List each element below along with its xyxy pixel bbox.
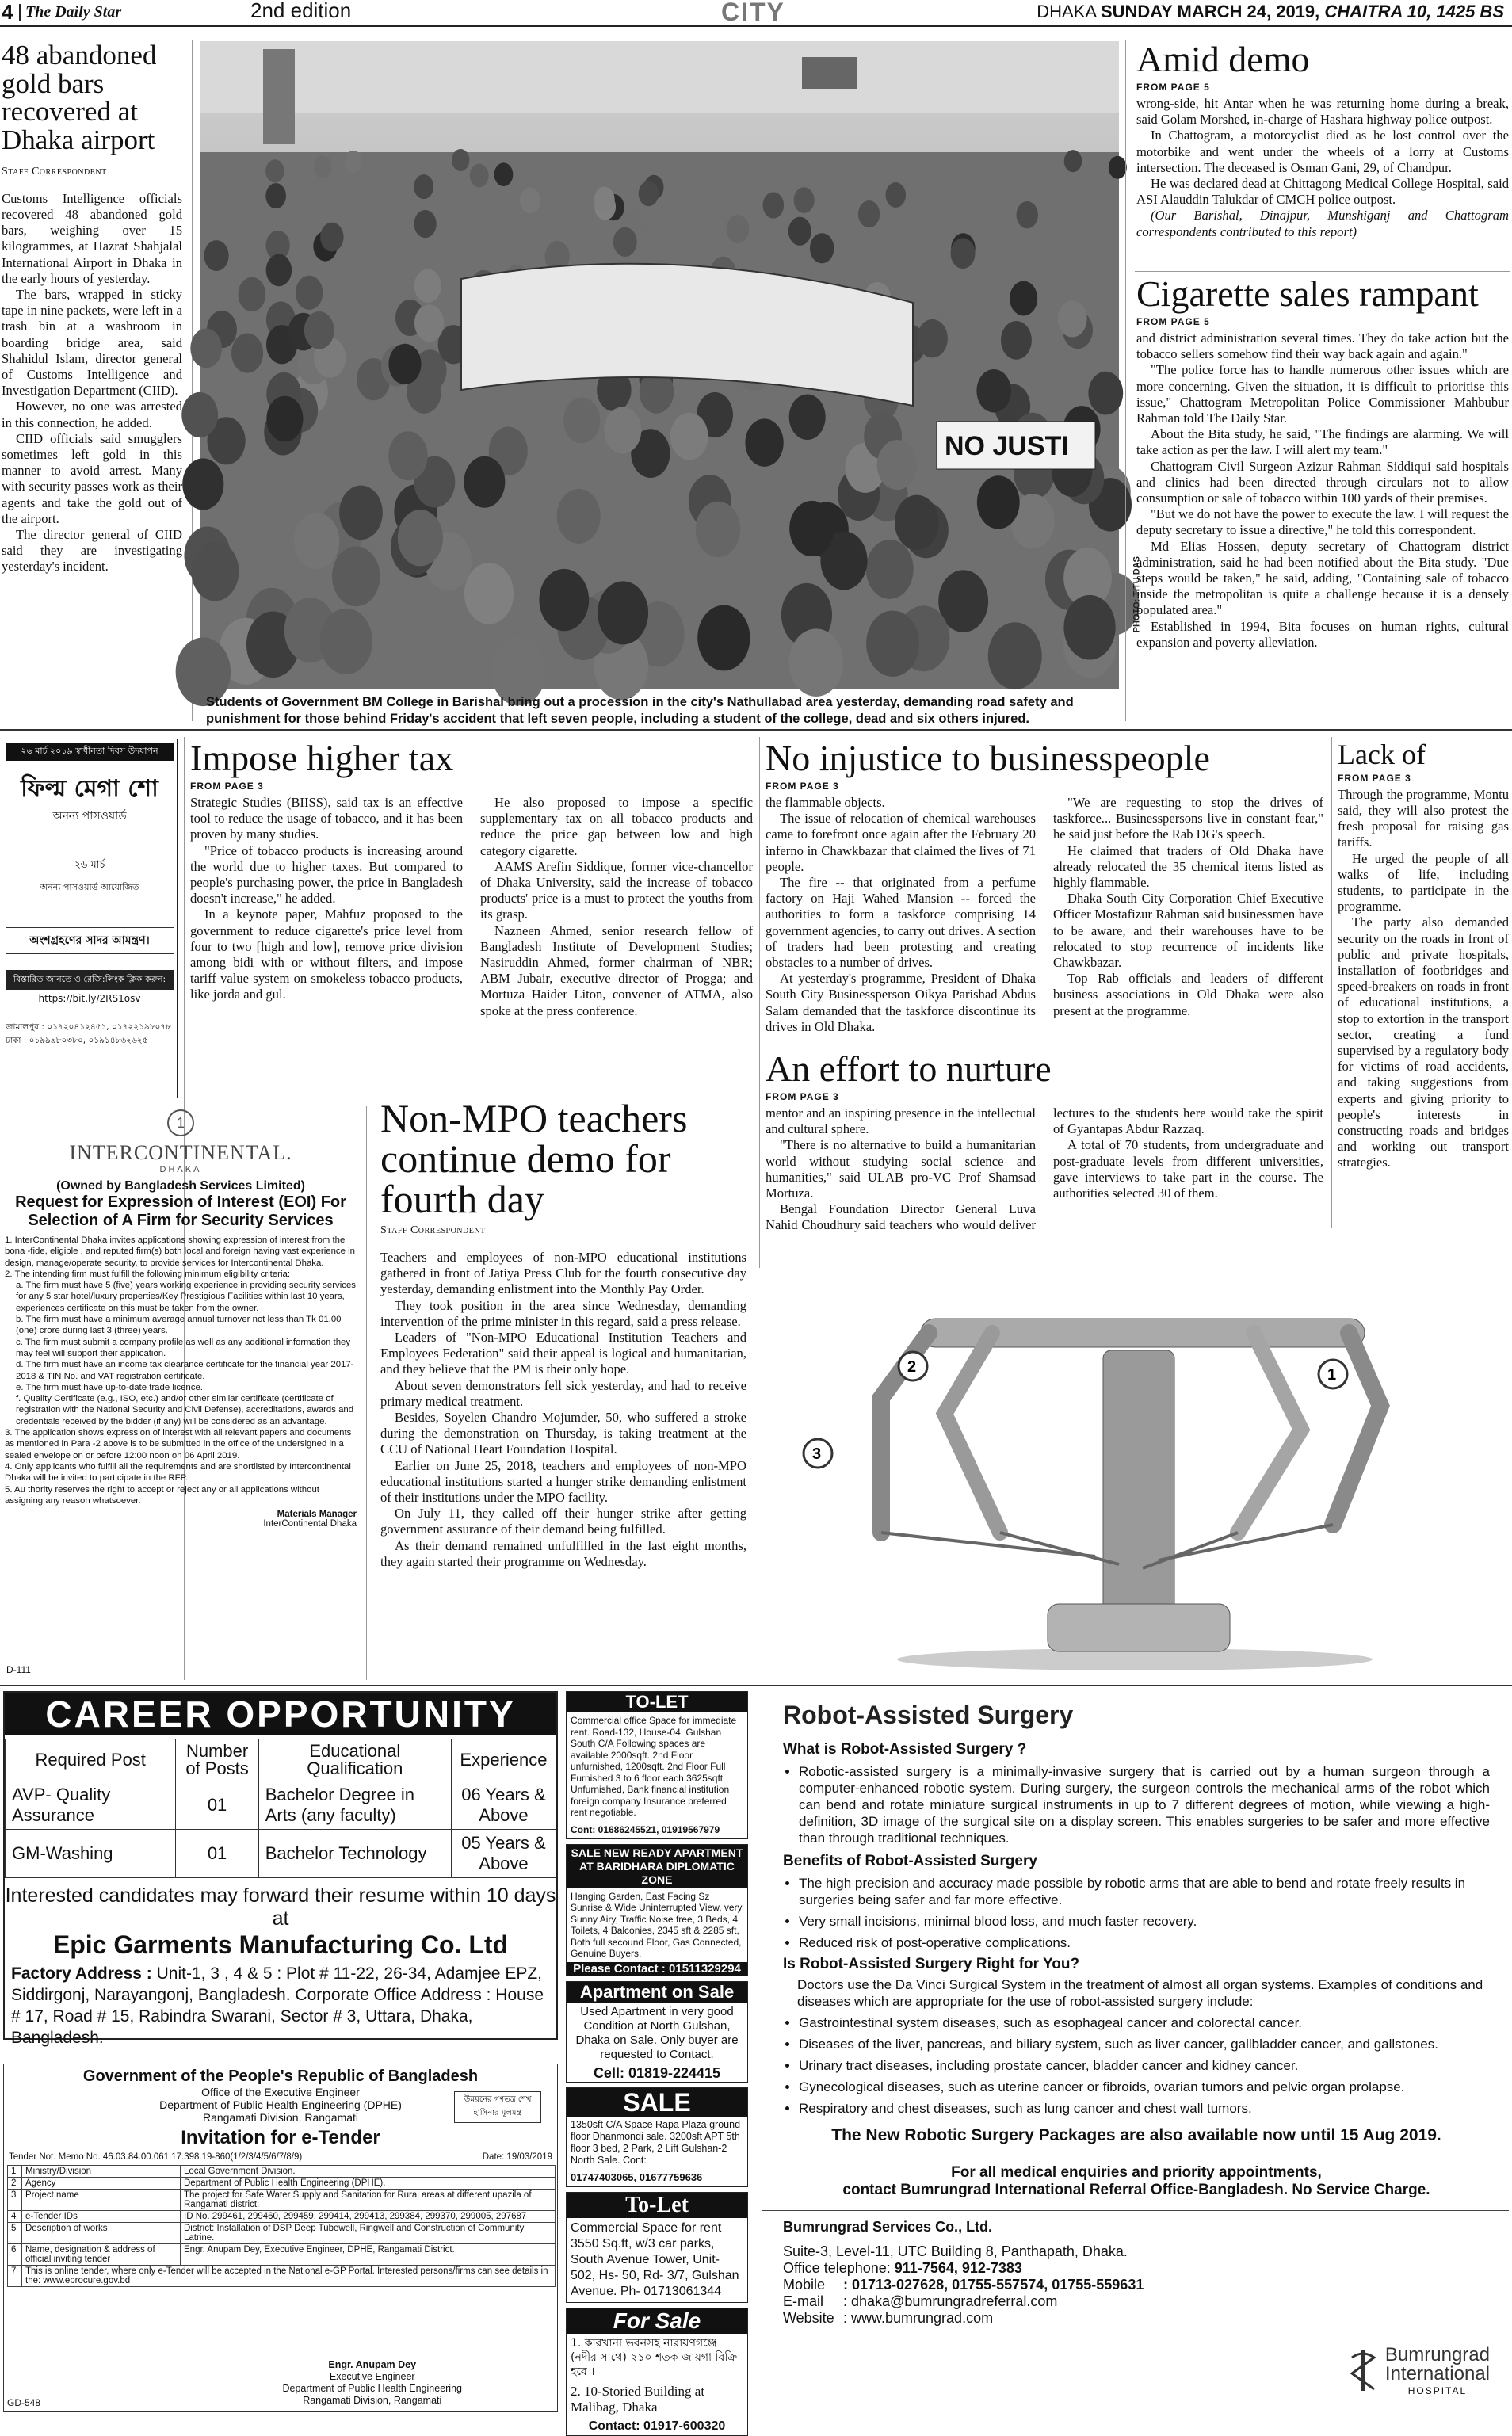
headline: Non-MPO teachers continue demo for fourth day [380,1096,688,1221]
story-body [380,1250,746,1570]
ic-owner: (Owned by Bangladesh Services Limited) [56,1179,305,1193]
paragraph: the flammable objects. [766,794,885,810]
story-body [1136,330,1509,651]
robot-surgery-ad [762,1691,1509,2412]
table-row: 3 Project name The project for Safe Water Supply and Sanitation for Rural areas at different upazila of Rangamati district. [8,2190,556,2211]
jump-line: FROM PAGE 5 [1136,81,1210,93]
list-item: • Gastrointestinal system diseases, such as esophageal cancer and colorectal cancer. [799,2014,1490,2031]
ad-invite: অংশগ্রহণের সাদর আমন্ত্রণ। [6,927,174,954]
paragraph: As their demand remained unfulfilled in the last eight months, they again started their programme on Wednesday. [380,1537,746,1569]
paragraph: The director general of CIID said they are investigating yesterday's incident. [2,527,182,575]
enquiry-line: contact Bumrungrad International Referral Office-Bangladesh. No Service Charge. [842,2182,1430,2198]
paragraph: Md Elias Hossen, deputy secretary of Chattogram district administration, said he had been notified about the Bita study. "Due steps would be taken," he said, adding, "Containing sale of tobacco inside the metropolitan is quite a challenge because it is a densely populated area." [1136,538,1509,618]
story-body [2,191,182,575]
jump-line: FROM PAGE 5 [1136,315,1210,327]
table-row: 5 Description of works District: Installation of DSP Deep Tubewell, Ringwell and Construction of Community Latrine. [8,2223,556,2244]
list-item: • The high precision and accuracy made possible by robotic arms that are able to bend and rotate freely results in surgeries being safer and far more effective. [799,1875,1490,1908]
paragraph: However, no one was arrested in this connection, he added. [2,399,182,430]
ic-term: d. The firm must have an income tax clearance certificate for the financial year 2017-2018 & TIN No. and VAT registration certificate. [16,1360,354,1381]
contact-divider [762,2210,1509,2211]
ad-title: Apartment on Sale [567,1982,747,2003]
table-row [6,1830,556,1878]
arm-label: 3 [812,1445,822,1463]
paragraph: The bars, wrapped in sticky tape in nine packets, were left in a trash bin at a washroom in boarding bridge area, said Shahidul Islam, director general of Customs Intelligence and Investigation Department (CIID). [2,286,182,399]
ic-logo [2,1109,360,1174]
paragraph: Through the programme, Montu said, they will also protest the fresh proposal for raising gas tariffs. [1338,786,1509,850]
paragraph: The party also demanded security on the roads in front of public and private hospitals, installation of footbridges and speed-breakers on roads in front of educational institutions, a stop to extortion in the transport sector, creating a fund supervised by a regulatory body for victims of road accidents, and taking suggestions from experts and giving priority to people's interests in constructing roads and bridges and working out transport strategies. [1338,914,1509,1170]
table-cell: 05 Years & Above [451,1830,556,1878]
table-row: 4 e-Tender IDs ID No. 299461, 299460, 299459, 299414, 299413, 299384, 299370, 299005, 297687 [8,2211,556,2223]
story-body [1136,96,1509,240]
career-ad [3,1691,558,2047]
headline: Impose higher tax [190,738,454,778]
paragraph: He also proposed to impose a specific supplementary tax on all tobacco products and reduce the price gap between low and high category cigarette. [480,794,753,858]
ad-subtitle: অনন্য পাসওয়ার্ড [52,810,127,823]
career-company: Epic Garments Manufacturing Co. Ltd [52,1930,509,1959]
paragraph: They took position in the area since Wednesday, demanding intervention of the prime minister in this regard, said a press release. [380,1297,746,1329]
ad-contact: জামালপুর : ০১৭২০৪১২৪৫১, ০১৭২২১৯৮০৭৮ [6,1022,171,1032]
page-rule [0,729,1512,731]
caduceus-icon [1346,2346,1380,2394]
contributors-note: (Our Barishal, Dinajpur, Munshiganj and Chattogram correspondents contributed to this report) [1136,208,1509,239]
ad-title: Robot-Assisted Surgery [783,1701,1074,1729]
sale-ad [566,2087,748,2187]
paragraph: He claimed that traders of Old Dhaka have already relocated the 35 chemical items listed as highly flammable. [1053,842,1323,890]
headline: Cigarette sales rampant [1136,273,1479,314]
column-header: Required Post [6,1739,176,1781]
cigarette-story [1136,273,1509,651]
paragraph: The issue of relocation of chemical warehouses came to forefront once again after the February 20 inferno in Chawkbazar that claimed the lives of 71 people. [766,811,1036,874]
ad-title: TO-LET [567,1692,747,1712]
arm-label: 1 [1327,1366,1337,1384]
headline: An effort to nurture [766,1048,1052,1089]
ic-terms [2,1235,360,1506]
paragraph: "There is no alternative to build a humanitarian world without studying social science and humanities," said ULAB pro-VC Prof Shamsad Mortuza. [766,1137,1036,1201]
ad-body: Commercial Space for rent 3550 Sq.ft, w/3 car parks, South Avenue Tower, Unit-502, Hs- 50, Rd- 3/7, Gulshan Avenue. Ph- 01713061344 [571,2220,739,2298]
ad-body: 1350sft C/A Space Rapa Plaza ground floor Dhanmondi sale. 3200sft APT 5th floor 3 bed, 2 Park, 2 Lift Gulshan-2 North Sale. Cont: [571,2118,741,2166]
arm-label: 2 [907,1358,917,1376]
ad-link[interactable]: https://bit.ly/2RS1osv [38,993,141,1004]
paragraph: He was declared dead at Chittagong Medical College Hospital, said ASI Alauddin Talukdar of CMCH police outpost. [1136,175,1509,208]
paragraph: Teachers and employees of non-MPO educational institutions gathered in front of Jatiya Press Club for the fourth consecutive day yesterday, demanding enlistment into the Monthly Pay Order. [380,1250,746,1297]
paragraph: About seven demonstrators fell sick yesterday, and had to receive primary medical treatment. [380,1377,746,1409]
ic-brand: INTERCONTINENTAL. [69,1141,292,1164]
intercontinental-ad [2,1109,360,1680]
paragraph: "Price of tobacco products is increasing around the world due to higher taxes. But compared to people's purchasing power, the price in Bangladesh doesn't increase," he added. [190,842,463,907]
edition-label: 2nd edition [250,0,352,22]
paragraph: "The police force has to handle numerous other issues which are more concerning. Given the situation, it is difficult to prioritise this issue," Chattogram Metropolitan Police Commissioner Mahbubur Rahman told The Daily Star. [1136,362,1509,426]
ad-contact: 01747403065, 01677759636 [571,2171,703,2183]
ad-title: SALE NEW READY APARTMENT AT BARIDHARA DIPLOMATIC ZONE [567,1845,747,1888]
ad-question: Benefits of Robot-Assisted Surgery [783,1853,1037,1869]
paragraph: He urged the people of all walks of life, including students, to participate in the programme. [1338,850,1509,914]
list-item: • Gynecological diseases, such as uterine cancer or fibroids, ovarian tumors and pelvic organ prolapse. [799,2079,1490,2095]
contact-office: Office telephone: 911-7564, 912-7383 [783,2260,1022,2276]
jump-line: FROM PAGE 3 [190,780,264,792]
paragraph: About the Bita study, he said, "The findings are alarming. We will take action as per the law. I will alert my team." [1136,426,1509,458]
table-row: 7 This is online tender, where only e-Tender will be accepted in the National e-GP Portal. Interested persons/firms can see details in the: www.eprocure.gov.bd [8,2266,556,2287]
paragraph: and district administration several times. They do take action but the tobacco sellers somehow find their way back again and again." [1136,330,1509,362]
table-row [6,1781,556,1830]
column-rule [759,737,760,1268]
ad-title: ফিল্ম মেগা শো [21,775,158,803]
headline: Lack of [1338,739,1426,770]
table-cell: 01 [176,1830,258,1878]
ad-link-label: বিস্তারিত জানতে ও রেজি:লিংক ক্লিক করুন: [6,970,174,990]
ic-code: D-111 [6,1664,31,1675]
story-body [190,795,753,1019]
lack-of-story [1338,740,1509,1171]
tender-dept: Department of Public Health Engineering (DPHE) [159,2098,402,2111]
ad-question: Is Robot-Assisted Surgery Right for You? [783,1956,1080,1972]
page-rule [0,1685,1512,1686]
career-address: Factory Address : Unit-1, 3 , 4 & 5 : Plot # 11-22, 26-34, Adamjee EPZ, Siddirgonj, Narayangonj, Bangladesh. Corporate Office Address : House # 17, Road # 15, Rabindra Swarani, Sector # 3, Uttara, Dhaka, Bangladesh. [11,1964,544,2047]
story-body [766,1105,1323,1234]
ic-term: f. Quality Certificate (e.g., ISO, etc.) and/or other similar certificate (certificate of registration with the National Security and Civil Defense), accreditations, awards and credentials received by the bidder (if any) will be considered as an advantage. [16,1394,354,1426]
column-header: Number of Posts [176,1739,258,1781]
ad-body: Commercial office Space for immediate rent. Road-132, House-04, Gulshan South C/A Following spaces are available 2000sqft. 2nd Floor unfurnished, 1200sqft. 2nd Floor Full Furnished 3 to 6 floor each 3625sqft Unfurnished, Bank financial institution foreign company Insurance preferred rent negotiable. [571,1715,737,1818]
ad-contact: ঢাকা : ০১৯৯৯৮০৩৮০, ০১৯১৪৮৬২৬২৫ [6,1036,148,1045]
benefits-list [783,1875,1490,1951]
ic-term: 3. The application shows expression of interest with all relevant papers and documents as mentioned in Para -2 above is to be submitted in the office of the undersigned in a sealed envelope on or before 12:00 noon on 06 April 2019. [5,1428,352,1460]
gold-bars-story [2,41,182,575]
date-line: DHAKA SUNDAY MARCH 24, 2019, CHAITRA 10, 1425 BS [1037,2,1504,21]
list-item: • Reduced risk of post-operative complications. [799,1934,1490,1951]
ad-paragraph: Doctors use the Da Vinci Surgical System in the treatment of almost all organ systems. Examples of conditions and diseases which are appropriate for the use of robot-assisted surgery include: [797,1977,1483,2009]
paragraph: On July 11, they called off their hunger strike after getting government assurance of their demand being fulfilled. [380,1506,746,1537]
ic-request-title: Request for Expression of Interest (EOI) For Selection of A Firm for Security Services [15,1193,346,1229]
paragraph: Leaders of "Non-MPO Educational Institution Teachers and Employees Federation" said their appeal is logical and humanitarian, and they believe that the PM is their only hope. [380,1330,746,1377]
table-cell: AVP- Quality Assurance [6,1781,176,1830]
story-body [1338,787,1509,1171]
classifieds-column [566,1691,748,2433]
list-item: • Diseases of the liver, pancreas, and biliary system, such as liver cancer, gallbladder cancer, and gallstones. [799,2036,1490,2052]
ad-contact: Cell: 01819-224415 [593,2064,721,2081]
jump-line: FROM PAGE 3 [766,1090,839,1102]
table-cell: 01 [176,1781,258,1830]
robot-system-illustration [762,1271,1509,1675]
paragraph: wrong-side, hit Antar when he was returning home during a break, said Golam Morshed, in-charge of Hashara highway police outpost. [1136,95,1509,128]
ad-contact: Contact: 01917-600320 [588,2419,726,2433]
contact-website: Website : www.bumrungrad.com [783,2310,994,2326]
robot-surgery-image [762,1271,1509,1675]
section-label: CITY [721,0,785,26]
ad-body: Hanging Garden, East Facing Sz Sunrise & Wide Uninterrupted View, very Sunny Airy, Traffic Noise free, 3 Beds, 4 Toilets, 4 Balconies, 2345 sft & 2285 sft, Both full secound Floor, Gas Connected, Genuine Buyers. [571,1890,743,1959]
byline: Staff Correspondent [380,1224,486,1236]
injustice-story [766,740,1323,1035]
headline: No injustice to businesspeople [766,738,1210,778]
ad-body: Used Apartment in very good Condition at North Gulshan, Dhaka on Sale. Only buyer are requested to Contact. [575,2004,739,2061]
paragraph: Earlier on June 25, 2018, teachers and employees of non-MPO educational institutions started a hunger strike demanding enlistment of their institutions under the MPO facility. [380,1457,746,1506]
headline: 48 abandoned gold bars recovered at Dhaka airport [2,40,157,156]
paragraph: A total of 70 students, from undergraduate and post-graduate levels from different universities, gave interviews to take part in the course. The authorities selected 30 of them. [1053,1137,1323,1201]
tender-signature: Engr. Anupam Dey Executive Engineer Department of Public Health Engineering Rangamati Division, Rangamati [282,2359,462,2406]
table-cell: Bachelor Technology [258,1830,451,1878]
table-row: 1 Ministry/Division Local Government Division. [8,2166,556,2178]
ic-term: b. The firm must have a minimum average annual turnover not less than Tk 01.00 (one) crore during last 3 (three) years. [16,1315,342,1336]
photo-credit: PHOTO: TITU DAS [1132,556,1141,633]
ad-question: What is Robot-Assisted Surgery ? [783,1741,1027,1758]
paragraph: In a keynote paper, Mahfuz proposed to the government to reduce cigarette's price level from four to two [high and low], remove price division among bidi with or without filters, and impose tariff value system on smokeless tobacco products, like jorda and gul. [190,907,463,1002]
intro-list [783,1763,1490,1846]
ic-term: 1. InterContinental Dhaka invites applications showing expression of interest from the bona -fide, eligible , and reputed firm(s) both local and foreign having vast experience in design, manage/operate security, to provide services for Intercontinental Dhaka. [5,1235,355,1268]
paragraph: "We are requesting to stop the drives of taskforce... Businesspersons live in constant fear," he said just before the Rab DG's speech. [1053,794,1323,842]
tender-title: Invitation for e-Tender [181,2127,380,2148]
contact-mobile: Mobile : 01713-027628, 01755-557574, 01755-559631 [783,2277,1144,2293]
paragraph: Customs Intelligence officials recovered 48 abandoned gold bars, weighing over 15 kilogrammes, at Hazrat Shahjalal International Airport in Dhaka in the early hours of yesterday. [2,190,182,286]
ic-term: e. The firm must have up-to-date trade licence. [16,1382,203,1392]
ad-date: ২৬ মার্চ [74,859,105,871]
paper-name: The Daily Star [25,3,122,21]
contact-email: E-mail : dhaka@bumrungradreferral.com [783,2293,1058,2309]
ad-title: SALE [567,2088,747,2117]
tender-code: GD-548 [7,2397,41,2408]
tender-division: Rangamati Division, Rangamati [202,2111,359,2124]
column-rule [1331,737,1332,1228]
section-rule [1135,271,1510,272]
non-mpo-story [380,1098,746,1570]
tolet-commercial-ad [566,2192,748,2303]
ic-term: 2. The intending firm must fulfill the following minimum eligibility criteria: [5,1269,290,1279]
ad-body: 2. 10-Storied Building at Malibag, Dhaka [571,2383,705,2415]
ad-title: For Sale [567,2308,747,2334]
apartment-sale-ad [566,1844,748,1976]
tender-stamp: উন্নয়নের গণতন্ত্র শেখ হাসিনার মূলমন্ত্র [454,2091,541,2123]
column-rule [366,1106,367,1680]
tax-story [190,740,753,1019]
masthead-divider [19,4,21,21]
ad-contact: Please Contact : 01511329294 [567,1962,747,1976]
enquiry-line: For all medical enquiries and priority appointments, [951,2164,1322,2181]
contact-company: Bumrungrad Services Co., Ltd. [783,2219,993,2235]
nurture-story [766,1048,1323,1234]
list-item: • Respiratory and chest diseases, such as lung cancer and chest wall tumors. [799,2100,1490,2117]
paragraph: "But we do not have the power to execute the law. I will request the deputy secretary to issue a directive," he told this correspondent. [1136,506,1509,538]
page-number: 4 [2,0,13,24]
list-item: • Urinary tract diseases, including prostate cancer, bladder cancer and kidney cancer. [799,2057,1490,2074]
ic-emblem-icon: 1 [167,1109,194,1136]
table-cell: Bachelor Degree in Arts (any faculty) [258,1781,451,1830]
table-row: 6 Name, designation & address of official inviting tender Engr. Anupam Dey, Executive Engineer, DPHE, Rangamati District. [8,2244,556,2266]
ic-city: DHAKA [159,1165,202,1174]
career-title: CAREER OPPORTUNITY [5,1693,556,1735]
list-item: • Robotic-assisted surgery is a minimally-invasive surgery that is carried out by a human surgeon through a computer-enhanced robotic system. During surgery, the surgeon controls the mechanical arms of the robot which can bend and rotate miniature surgical instruments in up to 7 different degrees of motion, while viewing a high-definition, 3D image of the surgical site on a display screen. This enables surgeries to be safer and more effective than through traditional techniques. [799,1763,1490,1846]
list-item: • Very small incisions, minimal blood loss, and much faster recovery. [799,1913,1490,1930]
column-header: Experience [451,1739,556,1781]
ad-contact: Cont: 01686245521, 01919567979 [571,1823,720,1835]
paragraph: Bengal Foundation Director General Luva Nahid Choudhury said teachers who would deliver lectures to the students here would take the spirit of Gyantapas Abdur Razzaq. [766,1105,1323,1233]
paragraph: The fire -- that originated from a perfume factory on Haji Wahed Mansion -- forced the authorities to form a taskforce comprising 14 government agencies, to carry out drives. A section of traders had been protesting and creating obstacles to a number of drives. [766,874,1036,970]
headline: Amid demo [1136,39,1310,79]
e-tender-ad [3,2064,558,2412]
contact-address: Suite-3, Level-11, UTC Building 8, Panthapath, Dhaka. [783,2243,1128,2259]
jump-line: FROM PAGE 3 [766,780,839,792]
packages-note: The New Robotic Surgery Packages are also available now until 15 Aug 2019. [831,2126,1441,2144]
paragraph: Besides, Soyelen Chandro Mojumder, 50, who suffered a stroke during the demonstration on Thursday, is taking treatment at the CCU of National Heart Foundation Hospital. [380,1410,746,1457]
column-rule [192,40,193,721]
table-cell: 06 Years & Above [451,1781,556,1830]
bumrungrad-logo: Bumrungrad International HOSPITAL [1346,2344,1490,2396]
paragraph: Nazneen Ahmed, senior research fellow of Bangladesh Institute of Development Studies; Nasiruddin Ahmed, former chairman of NBR; ABM Jubair, executive director of Progga; and Mortuza Haider Liton, convener of ATMA, also spoke at the press conference. [480,922,753,1018]
tender-office: Office of the Executive Engineer [201,2086,360,2098]
paragraph: mentor and an inspiring presence in the intellectual and cultural sphere. [766,1105,1036,1137]
masthead [0,0,1512,27]
paragraph: CIID officials said smugglers sometimes left gold in this manner to avoid arrest. Many with security passes work as their agents and take the gold out of the airport. [2,430,182,526]
ad-body: 1. কারখানা ভবনসহ নারায়ণগঞ্জে (নদীর সাথে) ২১০ শতক জায়গা বিক্রি হবে । [571,2336,738,2378]
table-cell: GM-Washing [6,1830,176,1878]
table-row: 2 Agency Department of Public Health Engineering (DPHE). [8,2178,556,2190]
ic-signature: Materials Manager InterContinental Dhaka [263,1510,357,1529]
paragraph: AAMS Arefin Siddique, former vice-chancellor of Dhaka University, said the increase of tobacco products' price is a must to protect the youths from its grasp. [480,858,753,922]
ad-organizer: অনন্য পাসওয়ার্ড আয়োজিত [40,882,139,892]
for-sale-ad [566,2308,748,2436]
ic-term: 4. Only applicants who fulfill all the requirements and are shortlisted by Intercontinental Dhaka will be invited to participate in the RFP. [5,1461,351,1483]
paragraph: In Chattogram, a motorcyclist died as he lost control over the motorbike and went under the wheels of a lorry at Customs intersection. The deceased is Osman Gani, 29, of Chandpur. [1136,128,1509,175]
ad-title: To-Let [567,2193,747,2218]
story-body [766,795,1323,1035]
bangla-event-ad [2,739,178,1098]
table-header-row [6,1739,556,1781]
tolet-ad [566,1691,748,1839]
paragraph: Chattogram Civil Surgeon Azizur Rahman Siddiqui said hospitals and clinics had been directed through circulars not to allow consumption or sale of tobacco within 100 yards of their premises. [1136,458,1509,506]
procession-photo [200,41,1141,689]
amid-demo-story [1136,41,1509,240]
paragraph: Established in 1994, Bita focuses on human rights, cultural expansion and poverty alleviation. [1136,618,1509,650]
paragraph: Top Rab officials and leaders of different business associations in Old Dhaka were also present at the programme. [1053,971,1323,1018]
paragraph: Dhaka South City Corporation Chief Executive Officer Mostafizur Rahman said businessmen have to be aware, and their warehouses have to be relocated to stop recurrence of incidents like Chawkbazar. [1053,891,1323,970]
jump-line: FROM PAGE 3 [1338,772,1411,784]
apartment-on-sale-ad [566,1981,748,2083]
column-header: Educational Qualification [258,1739,451,1781]
career-instruction: Interested candidates may forward their resume within 10 days at [5,1884,556,1930]
career-table [5,1739,556,1878]
tender-table [7,2165,556,2287]
tender-memo-line: Tender Not. Memo No. 46.03.84.00.061.17.398.19-860(1/2/3/4/5/6/7/8/9) Date: 19/03/2019 [9,2152,552,2162]
paragraph: Strategic Studies (BIISS), said tax is an effective tool to reduce the usage of tobacco, and it has been proven by many studies. [190,794,463,842]
conditions-list [783,2014,1490,2117]
ic-term: 5. Au thority reserves the right to accept or reject any or all applications without assigning any reason whatsoever. [5,1484,319,1506]
tender-gov: Government of the People's Republic of Bangladesh [82,2068,479,2085]
crowd-image [200,41,1119,689]
photo-caption: Students of Government BM College in Barishal bring out a procession in the city's Nathullabad area yesterday, demanding road safety and punishment for those behind Friday's accident that left seven people, including a student of the college, dead and six others injured. [206,695,1074,726]
paragraph: At yesterday's programme, President of Dhaka South City Businessperson Oikya Parishad Abdus Salam demanded that the taskforce discontinue its drives in Old Dhaka. [766,971,1036,1034]
column-rule [1125,40,1126,721]
banner-text: NO JUSTI [945,431,1069,461]
ic-term: c. The firm must submit a company profile as well as any additional information they may feel will support their application. [16,1337,351,1358]
ad-top-line: ২৬ মার্চ ২০১৯ স্বাধীনতা দিবস উদযাপন [6,743,174,761]
ic-term: a. The firm must have 5 (five) years working experience in providing security services for any 5 star hotel/luxury properties/Key Prestigious Facilities within last 10 years, experiences certificate on this must be taken from the owner. [16,1281,357,1313]
byline: Staff Correspondent [2,165,107,178]
